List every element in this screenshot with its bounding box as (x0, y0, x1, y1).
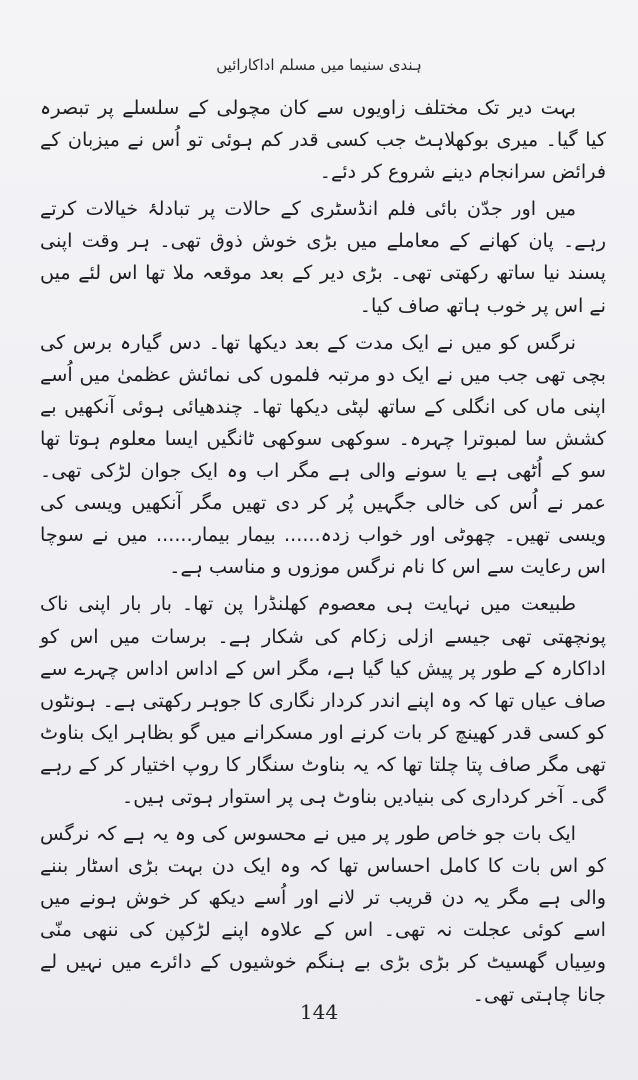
running-header: ہندی سنیما میں مسلم اداکارائیں (216, 56, 422, 74)
paragraph-4: طبیعت میں نہایت ہی معصوم کھلنڈرا پن تھا۔ بار بار اپنی ناک پونچھتی تھی جیسے ازلی زکام کی شکار ہے۔ برسات میں اس کو اداکارہ کے طور پر پیش کیا گیا ہے، مگر اس کے اداس اداس چہرے سے صاف عیاں تھا کہ وہ اپنے اندر کردار نگاری کا جوہر رکھتی ہے۔ ہونٹوں کو کسی قدر کھینچ کر بات کرنے اور مسکرانے میں گو بظاہر ایک بناوٹ تھی مگر صاف پتا چلتا تھا کہ یہ بناوٹ سنگار کا روپ اختیار کر کے رہے گی۔ آخر کرداری کی بنیادیں بناوٹ ہی پر استوار ہوتی ہیں۔ (40, 592, 606, 808)
page-number: 144 (299, 1000, 339, 1024)
paragraph-1: بہت دیر تک مختلف زاویوں سے کان مچولی کے سلسلے پر تبصرہ کیا گیا۔ میری بوکھلاہٹ جب کسی قدر کم ہوئی تو اُس نے میزبان کے فرائض سرانجام دینے شروع کر دئے۔ (40, 96, 606, 184)
paragraph-5: ایک بات جو خاص طور پر میں نے محسوس کی وہ یہ ہے کہ نرگس کو اس بات کا کامل احساس تھا کہ وہ ایک دن بہت بڑی اسٹار بننے والی ہے مگر یہ دن قریب تر لانے اور اُسے دیکھ کر خوش ہونے میں اسے کوئی عجلت نہ تھی۔ اس کے علاوہ اپنے لڑکپن کی ننھی منّی وسِیاں گھسیٹ کر بڑی بڑی بے ہنگم خوشیوں کے دائرے میں نہیں لے جانا چاہتی تھی۔ (40, 822, 606, 1006)
body-text (40, 92, 606, 1016)
paragraph-3: نرگس کو میں نے ایک مدت کے بعد دیکھا تھا۔ دس گیارہ برس کی بچی تھی جب میں نے ایک دو مرتبہ فلموں کی نمائش عظمیٰ میں اُسے اپنی ماں کی انگلی کے ساتھ لپٹی دیکھا تھا۔ چندھیائی ہوئی آنکھیں بے کشش سا لمبوترا چہرہ۔ سوکھی سوکھی ٹانگیں ایسا معلوم ہوتا تھا سو کے اُٹھی ہے یا سونے والی ہے مگر اب وہ ایک جوان لڑکی تھی۔ عمر نے اُس کی خالی جگہیں پُر کر دی تھیں مگر آنکھیں ویسی کی ویسی تھیں۔ چھوٹی اور خواب زدہ...... بیمار بیمار...... میں نے سوچا اس رعایت سے اس کا نام نرگس موزوں و مناسب ہے۔ (40, 330, 606, 579)
paragraph-2: میں اور جدّن بائی فلم انڈسٹری کے حالات پر تبادلۂ خیالات کرتے رہے۔ پان کھانے کے معاملے میں بڑی خوش ذوق تھی۔ ہر وقت اپنی پسند نیا ساتھ رکھتی تھی۔ بڑی دیر کے بعد موقعہ ملا تھا اس لئے میں نے اس پر خوب ہاتھ صاف کیا۔ (40, 197, 606, 317)
